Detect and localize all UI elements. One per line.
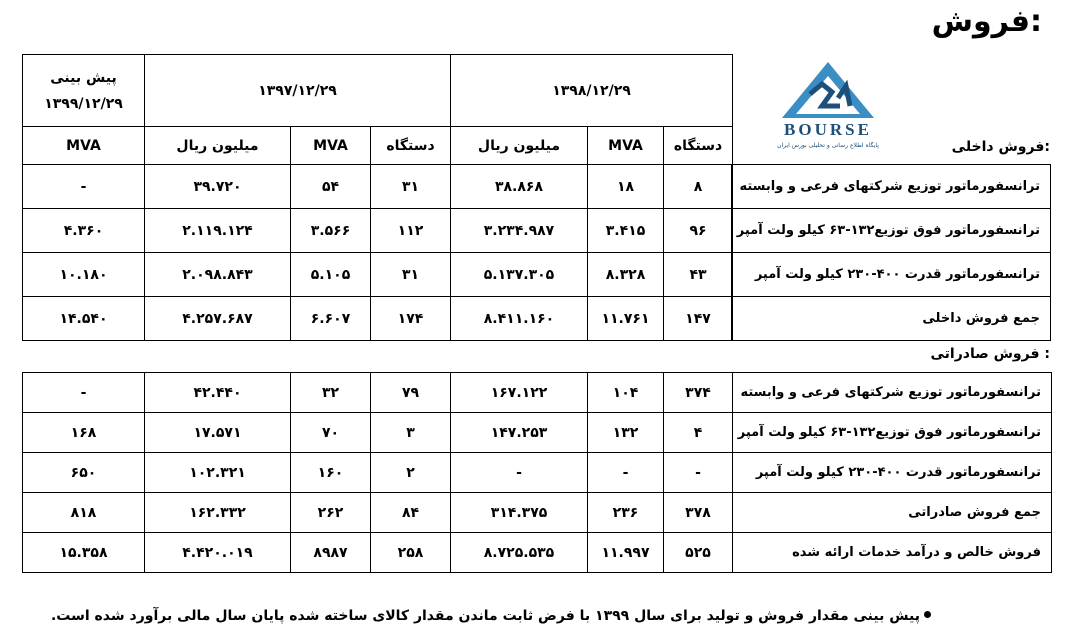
table-cell: ۸.۷۲۵.۵۳۵ bbox=[451, 533, 588, 573]
forecast-note: پیش بینی مقدار فروش و تولید برای سال ۱۳۹۹ با فرض ثابت ماندن مقدار کالای ساخته شده پایان سال مالی برآورد شده است. bbox=[50, 608, 920, 624]
domestic-sales-table bbox=[22, 54, 733, 341]
table-cell: ۱۶۰ bbox=[291, 453, 371, 493]
table-cell: ۱۶۲.۳۳۲ bbox=[145, 493, 291, 533]
col-count-1397: دستگاه bbox=[371, 127, 451, 165]
table-cell: ۳۷۴ bbox=[664, 373, 733, 413]
table-cell: ۵.۱۳۷.۳۰۵ bbox=[451, 253, 588, 297]
table-row bbox=[23, 165, 733, 209]
domestic-sales-label: فروش داخلی: bbox=[951, 139, 1050, 155]
table-row bbox=[23, 297, 733, 341]
table-cell: ۵۲۵ bbox=[664, 533, 733, 573]
export-sales-table bbox=[22, 372, 1052, 573]
col-rial-1398: میلیون ریال bbox=[451, 127, 588, 165]
row-label: فروش خالص و درآمد خدمات ارائه شده bbox=[733, 533, 1052, 573]
table-cell: ۲۳۶ bbox=[588, 493, 664, 533]
table-cell: ۸ bbox=[664, 165, 733, 209]
table-cell: ۱۱.۹۹۷ bbox=[588, 533, 664, 573]
table-cell: ۴ bbox=[664, 413, 733, 453]
table-cell: ۲.۰۹۸.۸۴۳ bbox=[145, 253, 291, 297]
table-row bbox=[732, 165, 1051, 209]
table-cell: ۶۵۰ bbox=[23, 453, 145, 493]
logo-subtitle: پایگاه اطلاع رسانی و تحلیلی بورس ایران bbox=[777, 142, 879, 149]
table-cell: ۴۲.۴۴۰ bbox=[145, 373, 291, 413]
table-cell: ۱۴۷ bbox=[664, 297, 733, 341]
table-cell: ۱۷۴ bbox=[371, 297, 451, 341]
col-count-1398: دستگاه bbox=[664, 127, 733, 165]
table-row bbox=[23, 209, 733, 253]
table-cell: ۱۵.۳۵۸ bbox=[23, 533, 145, 573]
table-cell: ۳۸.۸۶۸ bbox=[451, 165, 588, 209]
table-cell: ۳۱ bbox=[371, 253, 451, 297]
table-row bbox=[23, 493, 1052, 533]
table-row bbox=[23, 373, 1052, 413]
table-cell: ۱۷.۵۷۱ bbox=[145, 413, 291, 453]
bourse-logo bbox=[752, 58, 904, 158]
col-mva-forecast: MVA bbox=[23, 127, 145, 165]
table-cell: - bbox=[23, 373, 145, 413]
table-cell: ۹۶ bbox=[664, 209, 733, 253]
table-row bbox=[732, 297, 1051, 341]
table-cell: ۱۱۲ bbox=[371, 209, 451, 253]
row-label: جمع فروش صادراتی bbox=[733, 493, 1052, 533]
table-cell: ۶.۶۰۷ bbox=[291, 297, 371, 341]
table-cell: ۴.۴۲۰.۰۱۹ bbox=[145, 533, 291, 573]
table-cell: ۱۸ bbox=[588, 165, 664, 209]
table-cell: ۲.۱۱۹.۱۲۴ bbox=[145, 209, 291, 253]
table-cell: ۱۳۲ bbox=[588, 413, 664, 453]
table-cell: ۷۹ bbox=[371, 373, 451, 413]
export-sales-label: فروش صادراتی : bbox=[930, 346, 1050, 362]
year-1398-header: ۱۳۹۸/۱۲/۲۹ bbox=[451, 55, 733, 127]
table-cell: ۳۱ bbox=[371, 165, 451, 209]
table-cell: ۸.۴۱۱.۱۶۰ bbox=[451, 297, 588, 341]
table-cell: ۳۷۸ bbox=[664, 493, 733, 533]
table-cell: ۲۵۸ bbox=[371, 533, 451, 573]
table-cell: ۱۴۷.۲۵۳ bbox=[451, 413, 588, 453]
table-cell: ۸۱۸ bbox=[23, 493, 145, 533]
table-cell: ۱۶۸ bbox=[23, 413, 145, 453]
row-label: جمع فروش داخلی bbox=[732, 297, 1051, 341]
row-label: ترانسفورماتور توزیع شرکتهای فرعی و وابسته bbox=[732, 165, 1051, 209]
row-label: ترانسفورماتور قدرت ۴۰۰-۲۳۰ کیلو ولت آمپر bbox=[732, 253, 1051, 297]
table-row bbox=[732, 209, 1051, 253]
row-label: ترانسفورماتور فوق توزیع۱۳۲-۶۳ کیلو ولت آمپر bbox=[732, 209, 1051, 253]
table-cell: - bbox=[451, 453, 588, 493]
forecast-header bbox=[23, 55, 145, 127]
col-mva-1398: MVA bbox=[588, 127, 664, 165]
col-rial-1397: میلیون ریال bbox=[145, 127, 291, 165]
table-cell: ۸.۳۲۸ bbox=[588, 253, 664, 297]
table-cell: ۱۰۲.۳۲۱ bbox=[145, 453, 291, 493]
table-cell: ۸۹۸۷ bbox=[291, 533, 371, 573]
table-cell: ۳۲ bbox=[291, 373, 371, 413]
table-row bbox=[23, 253, 733, 297]
row-label: ترانسفورماتور توزیع شرکتهای فرعی و وابسته bbox=[733, 373, 1052, 413]
table-row bbox=[23, 533, 1052, 573]
table-cell: ۴.۳۶۰ bbox=[23, 209, 145, 253]
forecast-header-text: پیش بینی ۱۳۹۹/۱۲/۲۹ bbox=[44, 69, 123, 112]
domestic-row-labels bbox=[731, 164, 1051, 341]
table-cell: ۳ bbox=[371, 413, 451, 453]
table-cell: ۲ bbox=[371, 453, 451, 493]
table-cell: ۳.۲۳۴.۹۸۷ bbox=[451, 209, 588, 253]
table-cell: ۴۳ bbox=[664, 253, 733, 297]
table-cell: ۳.۵۶۶ bbox=[291, 209, 371, 253]
table-cell: - bbox=[588, 453, 664, 493]
table-cell: ۱۰۴ bbox=[588, 373, 664, 413]
page-title: فروش: bbox=[931, 4, 1042, 39]
table-cell: - bbox=[664, 453, 733, 493]
table-cell: ۳۱۴.۳۷۵ bbox=[451, 493, 588, 533]
table-cell: ۱۱.۷۶۱ bbox=[588, 297, 664, 341]
year-1397-header: ۱۳۹۷/۱۲/۲۹ bbox=[145, 55, 451, 127]
table-cell: ۵۴ bbox=[291, 165, 371, 209]
table-cell: ۸۴ bbox=[371, 493, 451, 533]
table-cell: ۲۶۲ bbox=[291, 493, 371, 533]
row-label: ترانسفورماتور قدرت ۴۰۰-۲۳۰ کیلو ولت آمپر bbox=[733, 453, 1052, 493]
table-cell: ۷۰ bbox=[291, 413, 371, 453]
table-row bbox=[23, 413, 1052, 453]
table-cell: ۵.۱۰۵ bbox=[291, 253, 371, 297]
table-row bbox=[23, 453, 1052, 493]
table-cell: ۱۴.۵۴۰ bbox=[23, 297, 145, 341]
table-cell: ۱۰.۱۸۰ bbox=[23, 253, 145, 297]
row-label: ترانسفورماتور فوق توزیع۱۳۲-۶۳ کیلو ولت آمپر bbox=[733, 413, 1052, 453]
note-bullet-icon bbox=[924, 611, 931, 618]
table-cell: ۱۶۷.۱۲۲ bbox=[451, 373, 588, 413]
logo-text: BOURSE bbox=[784, 120, 872, 139]
table-cell: ۴.۲۵۷.۶۸۷ bbox=[145, 297, 291, 341]
table-cell: - bbox=[23, 165, 145, 209]
table-cell: ۳۹.۷۲۰ bbox=[145, 165, 291, 209]
logo-mark-icon bbox=[752, 58, 904, 122]
table-cell: ۳.۴۱۵ bbox=[588, 209, 664, 253]
table-row bbox=[732, 253, 1051, 297]
col-mva-1397: MVA bbox=[291, 127, 371, 165]
